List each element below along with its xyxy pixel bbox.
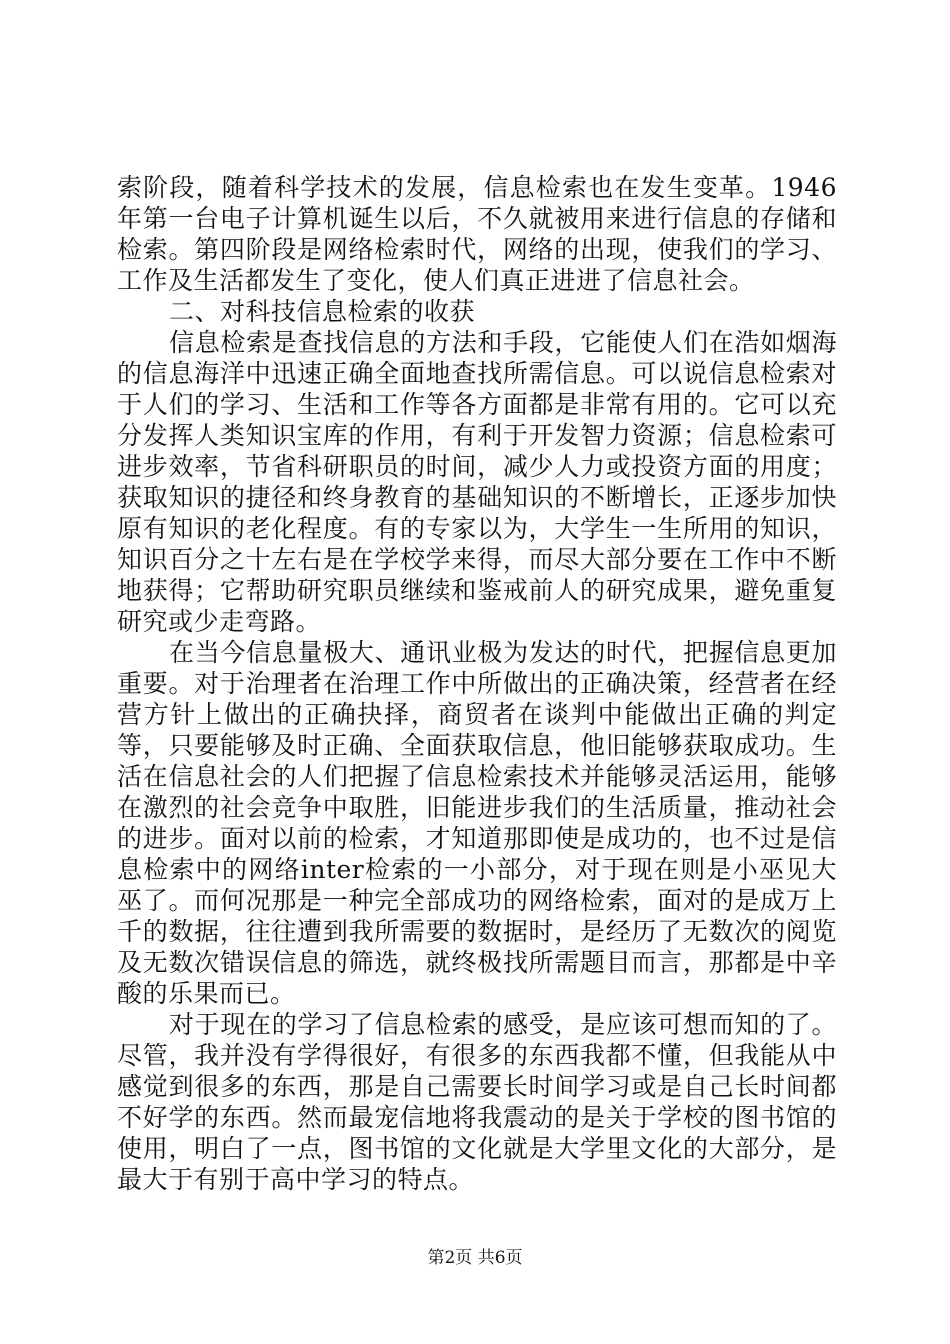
paragraph: 对于现在的学习了信息检索的感受，是应该可想而知的了。尽管，我并没有学得很好，有很多的东西我都不懂，但我能从中感觉到很多的东西，那是自己需要长时间学习或是自己长时间都不好学的东西。然而最宠信地将我震动的是关于学校的图书馆的使用，明白了一点，图书馆的文化就是大学里文化的大部分，是最大于有别于高中学习的特点。 bbox=[117, 1010, 837, 1194]
paragraph: 索阶段，随着科学技术的发展，信息检索也在发生变革。1946年第一台电子计算机诞生以后，不久就被用来进行信息的存储和检索。第四阶段是网络检索时代，网络的出现，使我们的学习、工作及生活都发生了变化，使人们真正进进了信息社会。 bbox=[117, 173, 837, 295]
paragraph: 在当今信息量极大、通讯业极为发达的时代，把握信息更加重要。对于治理者在治理工作中所做出的正确决策，经营者在经营方针上做出的正确抉择，商贸者在谈判中能做出正确的判定等，只要能够及时正确、全面获取信息，他旧能够获取成功。生活在信息社会的人们把握了信息检索技术并能够灵活运用，能够在激烈的社会竞争中取胜，旧能进步我们的生活质量，推动社会的进步。面对以前的检索，才知道那即使是成功的，也不过是信息检索中的网络inter检索的一小部分，对于现在则是小巫见大巫了。而何况那是一种完全部成功的网络检索，面对的是成万上千的数据，往往遭到我所需要的数据时，是经历了无数次的阅览及无数次错误信息的筛选，就终极找所需题目而言，那都是中辛酸的乐果而已。 bbox=[117, 638, 837, 1008]
document-body bbox=[117, 172, 837, 1195]
section-heading: 二、对科技信息检索的收获 bbox=[169, 297, 476, 326]
paragraph: 信息检索是查找信息的方法和手段，它能使人们在浩如烟海的信息海洋中迅速正确全面地查找所需信息。可以说信息检索对于人们的学习、生活和工作等各方面都是非常有用的。它可以充分发挥人类知识宝库的作用，有利于开发智力资源；信息检索可进步效率，节省科研职员的时间，减少人力或投资方面的用度；获取知识的捷径和终身教育的基础知识的不断增长，正逐步加快原有知识的老化程度。有的专家以为，大学生一生所用的知识，知识百分之十左右是在学校学来得，而尽大部分要在工作中不断地获得；它帮助研究职员继续和鉴戒前人的研究成果，避免重复研究或少走弯路。 bbox=[117, 328, 837, 636]
page-number-footer: 第2页 共6页 bbox=[427, 1248, 523, 1268]
